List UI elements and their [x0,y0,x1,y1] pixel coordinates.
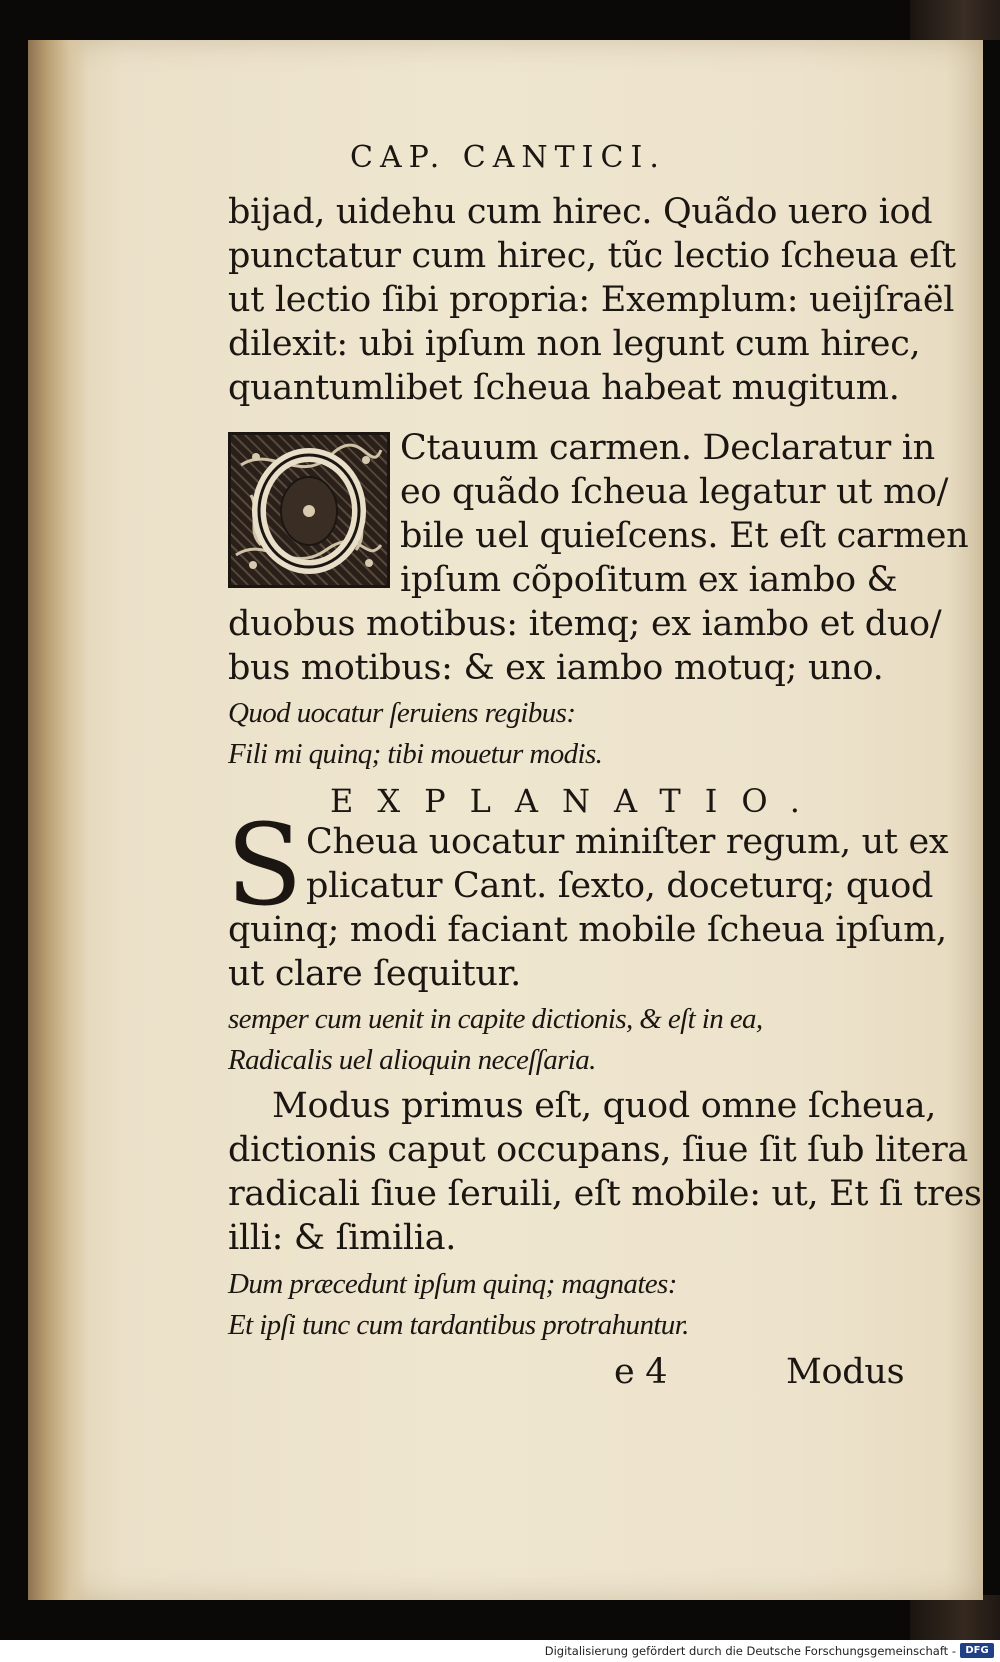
text-line: quantumlibet ſcheua habeat mugitum. [228,368,900,408]
dfg-logo: DFG [960,1643,994,1658]
text-line: Cheua uocatur miniſter regum, ut ex [306,822,949,862]
text-line: ut clare ſequitur. [228,954,521,994]
text-line: punctatur cum hirec, tũc lectio ſcheua eſt [228,236,956,276]
text-line: radicali ſiue ſeruili, eſt mobile: ut, Et ſi tres [228,1174,982,1214]
page-gutter [28,40,88,1600]
verse-line: Fili mi quinq; tibi mouetur modis. [228,738,603,770]
catchword: Modus [786,1352,905,1392]
text-line: bile uel quieſcens. Et eſt carmen [400,516,969,556]
text-line: plicatur Cant. ſexto, doceturq; quod [306,866,934,906]
text-line: bus motibus: & ex iambo motuq; uno. [228,648,884,688]
digitization-credit: Digitalisierung gefördert durch die Deutsche Forschungsgemeinschaft - [544,1644,956,1658]
text-line: ut lectio ſibi propria: Exemplum: ueijſraël [228,280,955,320]
signature-mark: e 4 [614,1352,668,1392]
text-line: ipſum cõpoſitum ex iambo & [400,560,898,600]
running-head: CAP. CANTICI. [350,140,666,175]
text-line: duobus motibus: itemq; ex iambo et duo/ [228,604,942,644]
text-line: dilexit: ubi ipſum non legunt cum hirec, [228,324,921,364]
section-heading: EXPLANATIO. [330,782,824,820]
text-line: Modus primus eſt, quod omne ſcheua, [272,1086,937,1126]
verse-line: semper cum uenit in capite dictionis, & eſt in ea, [228,1003,763,1035]
verse-line: Quod uocatur ſeruiens regibus: [228,697,576,729]
text-line: dictionis caput occupans, ſiue ſit ſub litera [228,1130,968,1170]
text-line: quinq; modi faciant mobile ſcheua ipſum, [228,910,947,950]
book-board-top [910,0,1000,40]
verse-line: Radicalis uel alioquin neceſſaria. [228,1044,596,1076]
verse-line: Dum præcedunt ipſum quinq; magnates: [228,1268,677,1300]
verse-line: Et ipſi tunc cum tardantibus protrahuntur. [228,1309,689,1341]
text-line: illi: & ſimilia. [228,1218,457,1258]
drop-initial: S [226,801,303,931]
text-line: Ctauum carmen. Declaratur in [400,428,935,468]
book-board-bottom [910,1595,1000,1640]
decorated-initial [228,432,390,588]
text-line: bijad, uidehu cum hirec. Quãdo uero iod [228,192,933,232]
text-line: eo quãdo ſcheua legatur ut mo/ [400,472,949,512]
